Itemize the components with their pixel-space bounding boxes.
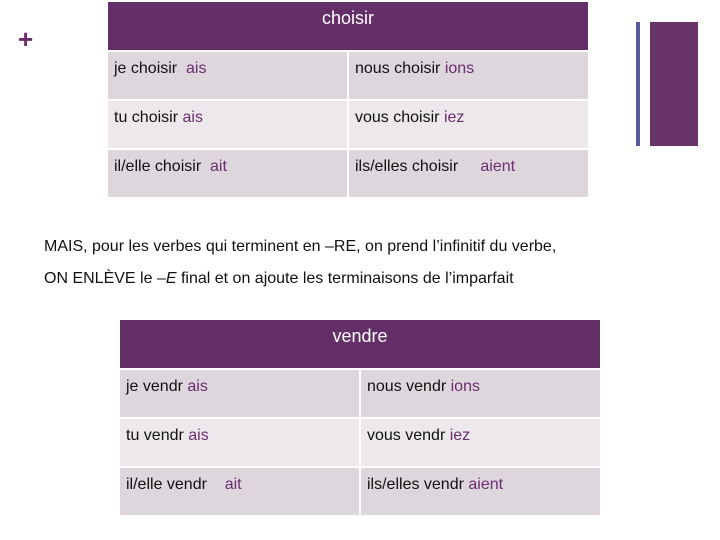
table-cell [119, 467, 360, 516]
plus-icon: + [18, 24, 34, 54]
table-cell [348, 100, 589, 149]
verb-ending: aient [468, 476, 504, 493]
verb-ending: ais [186, 60, 207, 77]
explanation-line-2 [44, 270, 514, 288]
verb-ending: ions [450, 378, 480, 395]
conjugation-table-vendre [118, 318, 602, 517]
table-cell [360, 369, 601, 418]
table-header: choisir [107, 1, 589, 51]
table-row [119, 369, 601, 418]
accent-bar [650, 22, 698, 146]
explanation-emphasis: –E [156, 270, 177, 287]
verb-ending: ais [187, 378, 208, 395]
table-header: vendre [119, 319, 601, 369]
verb-ending: ait [224, 476, 242, 493]
verb-ending: ait [210, 158, 227, 175]
explanation-text: final et on ajoute les terminaisons de l’imparfait [176, 270, 514, 287]
table-cell [107, 149, 348, 198]
table-row [119, 418, 601, 467]
table-row [107, 51, 589, 100]
verb-stem: je choisir [114, 60, 178, 77]
table-cell [119, 369, 360, 418]
table-cell [360, 418, 601, 467]
verb-ending: iez [443, 109, 465, 126]
verb-stem: tu vendr [126, 427, 184, 444]
table-cell [107, 100, 348, 149]
verb-stem: nous choisir [355, 60, 441, 77]
table-cell [119, 418, 360, 467]
table-cell [348, 149, 589, 198]
verb-ending: ais [188, 427, 209, 444]
verb-ending: iez [449, 427, 471, 444]
table-row [107, 149, 589, 198]
table-cell [107, 51, 348, 100]
verb-stem: il/elle vendr [126, 476, 207, 493]
verb-stem: ils/elles vendr [367, 476, 464, 493]
verb-stem: je vendr [126, 378, 183, 395]
verb-stem: il/elle choisir [114, 158, 202, 175]
table-cell [360, 467, 601, 516]
explanation-line-1: MAIS, pour les verbes qui terminent en –RE, on prend l’infinitif du verbe, [44, 238, 557, 255]
verb-stem: vous choisir [355, 109, 440, 126]
verb-ending: aient [480, 158, 516, 175]
accent-line [636, 22, 640, 146]
table-cell [348, 51, 589, 100]
verb-stem: vous vendr [367, 427, 446, 444]
verb-ending: ions [444, 60, 475, 77]
verb-stem: tu choisir [114, 109, 179, 126]
explanation-text: ON ENLÈVE le [44, 270, 157, 287]
table-row [107, 100, 589, 149]
verb-stem: ils/elles choisir [355, 158, 459, 175]
verb-stem: nous vendr [367, 378, 447, 395]
table-row [119, 467, 601, 516]
conjugation-table-choisir [106, 0, 590, 199]
verb-ending: ais [182, 109, 203, 126]
